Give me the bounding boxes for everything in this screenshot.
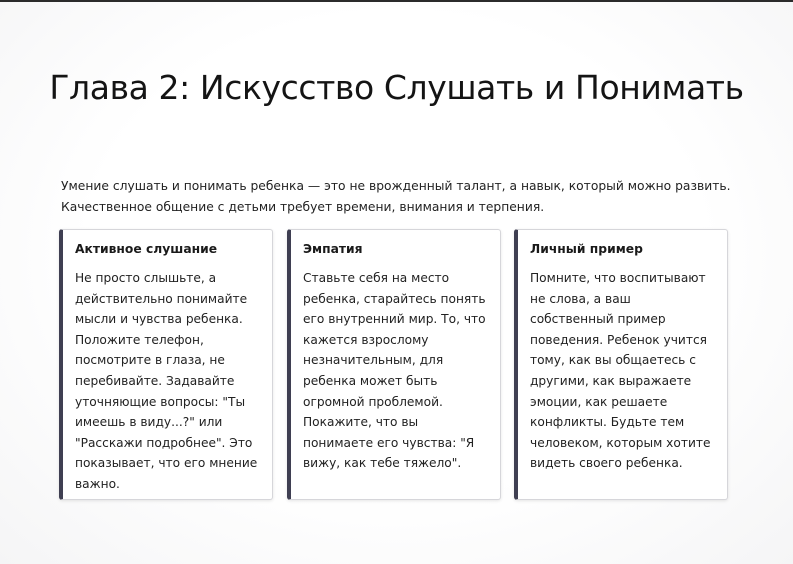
card-empathy xyxy=(287,229,501,500)
card-text: Помните, что воспитывают не слова, а ваш собственный пример поведения. Ребенок учится тому, как вы общаетесь с другими, как выражаете эмоции, как решаете конфликты. Будьте тем человеком, которым хотите видеть своего ребенка. xyxy=(530,271,711,471)
card-active-listening xyxy=(59,229,273,500)
card-text: Не просто слышьте, а действительно понимайте мысли и чувства ребенка. Положите телефон, посмотрите в глаза, не перебивайте. Задавайте уточняющие вопросы: "Ты имеешь в виду...?" или "Расскажи подробнее". Это показывает, что его мнение важно. xyxy=(75,271,258,491)
intro-paragraph: Умение слушать и понимать ребенка — это не врожденный талант, а навык, который можно развить. Качественное общение с детьми требует времени, внимания и терпения. xyxy=(61,179,731,214)
slide xyxy=(0,2,793,564)
card-title: Активное слушание xyxy=(75,242,218,256)
card-text: Ставьте себя на место ребенка, старайтесь понять его внутренний мир. То, что кажется взрослому незначительным, для ребенка может быть огромной проблемой. Покажите, что вы понимаете его чувства: "Я вижу, как тебе тяжело". xyxy=(303,271,486,471)
card-personal-example xyxy=(514,229,728,500)
tips-cards xyxy=(59,229,732,502)
card-title: Эмпатия xyxy=(303,242,363,256)
page-title: Глава 2: Искусство Слушать и Понимать xyxy=(49,68,744,107)
card-title: Личный пример xyxy=(530,242,643,256)
